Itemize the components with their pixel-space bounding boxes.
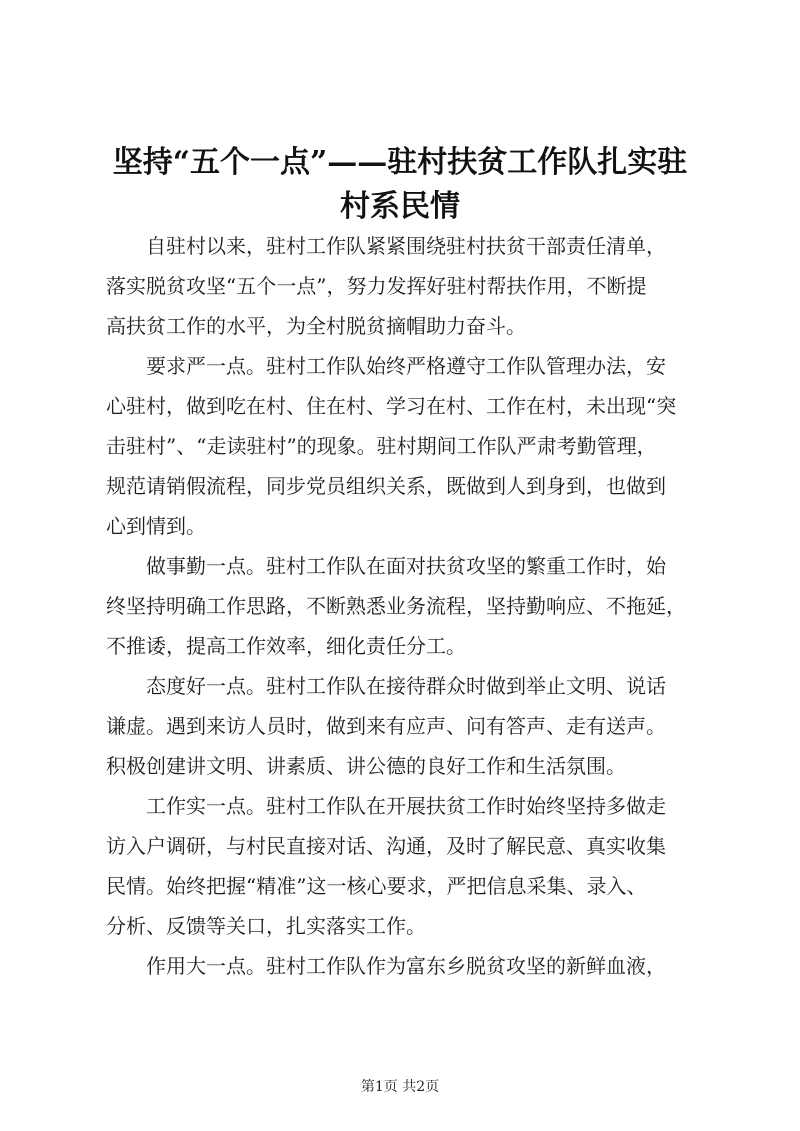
text-line: 心到情到。 [106, 514, 206, 538]
page-footer [0, 1078, 800, 1096]
text-line: 高扶贫工作的水平，为全村脱贫摘帽助力奋斗。 [106, 314, 526, 338]
text-line: 谦虚。遇到来访人员时，做到来有应声、问有答声、走有送声。 [106, 714, 666, 738]
text-line: 作用大一点。驻村工作队作为富东乡脱贫攻坚的新鲜血液， [146, 954, 666, 978]
page-number: 第1页 共2页 [360, 1079, 440, 1095]
text-line: 自驻村以来，驻村工作队紧紧围绕驻村扶贫干部责任清单， [146, 234, 666, 258]
text-line: 要求严一点。驻村工作队始终严格遵守工作队管理办法，安 [146, 354, 666, 378]
text-line: 落实脱贫攻坚“五个一点”，努力发挥好驻村帮扶作用，不断提 [106, 274, 647, 298]
text-line: 分析、反馈等关口，扎实落实工作。 [106, 914, 426, 938]
title-line: 村系民情 [340, 189, 460, 224]
paragraph-intro [106, 226, 706, 346]
text-line: 终坚持明确工作思路，不断熟悉业务流程，坚持勤响应、不拖延， [106, 594, 686, 618]
paragraph-practical-work [106, 786, 706, 946]
document-body [106, 226, 706, 986]
paragraph-role [106, 946, 706, 986]
title-line: 坚持“五个一点”——驻村扶贫工作队扎实驻 [112, 145, 688, 180]
text-line: 积极创建讲文明、讲素质、讲公德的良好工作和生活氛围。 [106, 754, 626, 778]
text-line: 击驻村”、“走读驻村”的现象。驻村期间工作队严肃考勤管理， [106, 434, 657, 458]
text-line: 态度好一点。驻村工作队在接待群众时做到举止文明、说话 [146, 674, 666, 698]
text-line: 访入户调研，与村民直接对话、沟通，及时了解民意、真实收集 [106, 834, 666, 858]
text-line: 工作实一点。驻村工作队在开展扶贫工作时始终坚持多做走 [146, 794, 666, 818]
text-line: 民情。始终把握“精准”这一核心要求，严把信息采集、录入、 [106, 874, 647, 898]
document-title [100, 141, 700, 229]
text-line: 不推诿，提高工作效率，细化责任分工。 [106, 634, 466, 658]
paragraph-diligence [106, 546, 706, 666]
text-line: 规范请销假流程，同步党员组织关系，既做到人到身到，也做到 [106, 474, 666, 498]
text-line: 心驻村，做到吃在村、住在村、学习在村、工作在村，未出现“突 [106, 394, 677, 418]
paragraph-attitude [106, 666, 706, 786]
paragraph-requirements [106, 346, 706, 546]
text-line: 做事勤一点。驻村工作队在面对扶贫攻坚的繁重工作时，始 [146, 554, 666, 578]
